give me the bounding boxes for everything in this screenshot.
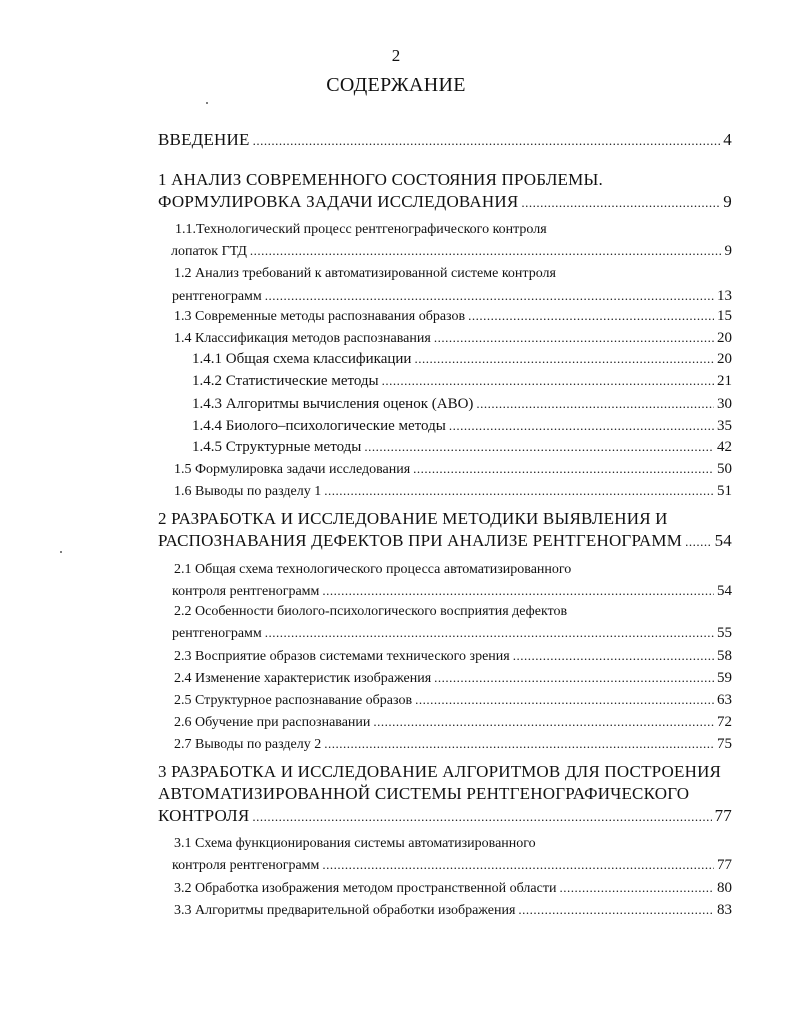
toc-entry-title: лопаток ГТД <box>171 244 247 259</box>
toc-section-1-6 <box>174 483 732 500</box>
scan-speck <box>206 102 208 104</box>
toc-chapter-2-line1: 2 РАЗРАБОТКА И ИССЛЕДОВАНИЕ МЕТОДИКИ ВЫЯВЛЕНИЯ И <box>158 509 668 528</box>
dot-leader <box>468 308 714 324</box>
toc-entry-intro <box>158 130 732 150</box>
toc-entry-title: 1.5 Формулировка задачи исследования <box>174 462 411 477</box>
toc-entry-title: контроля рентгенограмм <box>172 584 320 599</box>
toc-page-number: 13 <box>717 288 732 304</box>
dot-leader <box>324 736 714 752</box>
toc-entry-title: КОНТРОЛЯ <box>158 806 250 825</box>
dot-leader <box>476 396 714 412</box>
toc-entry-title: 1.4.5 Структурные методы <box>192 439 362 455</box>
toc-page-number: 42 <box>717 439 732 455</box>
dot-leader <box>413 461 714 477</box>
toc-section-2-1-line1: 2.1 Общая схема технологического процесса автоматизированного <box>174 562 572 577</box>
toc-page-number: 59 <box>717 670 732 686</box>
dot-leader <box>364 439 714 455</box>
dot-leader <box>434 670 714 686</box>
toc-page-number: 75 <box>717 736 732 752</box>
toc-page-number: 72 <box>717 714 732 730</box>
dot-leader <box>518 902 714 918</box>
toc-page-number: 35 <box>717 418 732 434</box>
toc-chapter-3 <box>158 806 732 826</box>
toc-section-2-5 <box>174 692 732 709</box>
toc-entry-title: 2.7 Выводы по разделу 2 <box>174 737 322 752</box>
dot-leader <box>265 288 714 304</box>
dot-leader <box>513 648 714 664</box>
dot-leader <box>252 809 711 825</box>
toc-page-number: 80 <box>717 880 732 896</box>
toc-entry-title: 2.3 Восприятие образов системами технического зрения <box>174 649 510 664</box>
page-number: 2 <box>391 46 401 65</box>
dot-leader <box>250 243 722 259</box>
toc-entry-title: 2.6 Обучение при распознавании <box>174 715 371 730</box>
toc-subsection-1-4-1 <box>192 351 732 368</box>
toc-entry-title: РАСПОЗНАВАНИЯ ДЕФЕКТОВ ПРИ АНАЛИЗЕ РЕНТГЕНОГРАММ <box>158 531 683 550</box>
toc-page-number: 58 <box>717 648 732 664</box>
toc-section-3-1-line1: 3.1 Схема функционирования системы автоматизированного <box>174 836 536 851</box>
toc-page-number: 55 <box>717 625 732 641</box>
toc-entry-title: 2.5 Структурное распознавание образов <box>174 693 413 708</box>
toc-section-1-3 <box>174 308 732 325</box>
toc-entry-title: рентгенограмм <box>172 626 262 641</box>
toc-page-number: 50 <box>717 461 732 477</box>
toc-section-2-4 <box>174 670 732 687</box>
toc-entry-title: 3.2 Обработка изображения методом пространственной области <box>174 881 557 896</box>
toc-page-number: 54 <box>714 531 732 550</box>
dot-leader <box>434 330 714 346</box>
toc-entry-title: 1.4 Классификация методов распознавания <box>174 331 431 346</box>
dot-leader <box>382 373 714 389</box>
toc-page-number: 21 <box>717 373 732 389</box>
toc-subsection-1-4-4 <box>192 418 732 435</box>
toc-entry-title: 1.4.3 Алгоритмы вычисления оценок (АВО) <box>192 396 474 412</box>
toc-chapter-1 <box>158 192 732 212</box>
toc-page-number: 54 <box>717 583 732 599</box>
toc-section-1-2-line1: 1.2 Анализ требований к автоматизированной системе контроля <box>174 266 556 281</box>
dot-leader <box>265 625 714 641</box>
toc-page-number: 20 <box>717 351 732 367</box>
toc-section-2-1 <box>172 583 732 600</box>
toc-entry-title: 1.3 Современные методы распознавания образов <box>174 309 466 324</box>
dot-leader <box>322 583 714 599</box>
toc-page-number: 9 <box>724 243 732 259</box>
toc-chapter-3-line2: АВТОМАТИЗИРОВАННОЙ СИСТЕМЫ РЕНТГЕНОГРАФИЧЕСКОГО <box>158 784 690 803</box>
toc-section-2-3 <box>174 648 732 665</box>
toc-chapter-2 <box>158 531 732 551</box>
dot-leader <box>415 692 714 708</box>
toc-entry-title: 1.4.4 Биолого–психологические методы <box>192 418 446 434</box>
toc-chapter-3-line1: 3 РАЗРАБОТКА И ИССЛЕДОВАНИЕ АЛГОРИТМОВ ДЛЯ ПОСТРОЕНИЯ <box>158 762 722 781</box>
toc-section-3-3 <box>174 902 732 919</box>
page-title: СОДЕРЖАНИЕ <box>326 74 466 96</box>
toc-entry-title: 2.4 Изменение характеристик изображения <box>174 671 432 686</box>
dot-leader <box>559 880 714 896</box>
dot-leader <box>253 133 721 149</box>
toc-subsection-1-4-3 <box>192 396 732 413</box>
toc-section-3-1 <box>172 857 732 874</box>
toc-section-3-2 <box>174 880 732 897</box>
toc-chapter-1-line1: 1 АНАЛИЗ СОВРЕМЕННОГО СОСТОЯНИЯ ПРОБЛЕМЫ. <box>158 170 603 189</box>
toc-subsection-1-4-5 <box>192 439 732 456</box>
toc-page-number: 77 <box>717 857 732 873</box>
toc-page-number: 51 <box>717 483 732 499</box>
toc-section-1-4 <box>174 330 732 347</box>
toc-page-number: 15 <box>717 308 732 324</box>
dot-leader <box>685 534 712 550</box>
toc-page-number: 63 <box>717 692 732 708</box>
toc-entry-title: контроля рентгенограмм <box>172 858 320 873</box>
toc-page-number: 83 <box>717 902 732 918</box>
toc-section-2-2 <box>172 625 732 642</box>
toc-section-2-2-line1: 2.2 Особенности биолого-психологического восприятия дефектов <box>174 604 568 619</box>
toc-page-number: 9 <box>723 192 732 211</box>
toc-page-number: 30 <box>717 396 732 412</box>
toc-page-number: 4 <box>723 130 732 149</box>
toc-section-1-1-line1: 1.1.Технологический процесс рентгенографического контроля <box>175 222 547 237</box>
toc-entry-title: 1.6 Выводы по разделу 1 <box>174 484 322 499</box>
dot-leader <box>449 418 714 434</box>
toc-entry-title: 1.4.1 Общая схема классификации <box>192 351 412 367</box>
toc-entry-title: ФОРМУЛИРОВКА ЗАДАЧИ ИССЛЕДОВАНИЯ <box>158 192 519 211</box>
toc-page-number: 20 <box>717 330 732 346</box>
toc-subsection-1-4-2 <box>192 373 732 390</box>
toc-section-2-6 <box>174 714 732 731</box>
dot-leader <box>414 351 714 367</box>
toc-page-number: 77 <box>714 806 732 825</box>
toc-entry-title: ВВЕДЕНИЕ <box>158 130 250 149</box>
toc-section-1-5 <box>174 461 732 478</box>
toc-section-1-2 <box>172 288 732 305</box>
dot-leader <box>373 714 714 730</box>
dot-leader <box>521 195 720 211</box>
toc-entry-title: 1.4.2 Статистические методы <box>192 373 379 389</box>
dot-leader <box>324 483 714 499</box>
toc-entry-title: 3.3 Алгоритмы предварительной обработки изображения <box>174 903 516 918</box>
dot-leader <box>322 857 714 873</box>
toc-section-2-7 <box>174 736 732 753</box>
scan-speck <box>60 551 62 553</box>
toc-entry-title: рентгенограмм <box>172 289 262 304</box>
toc-section-1-1 <box>171 243 732 260</box>
